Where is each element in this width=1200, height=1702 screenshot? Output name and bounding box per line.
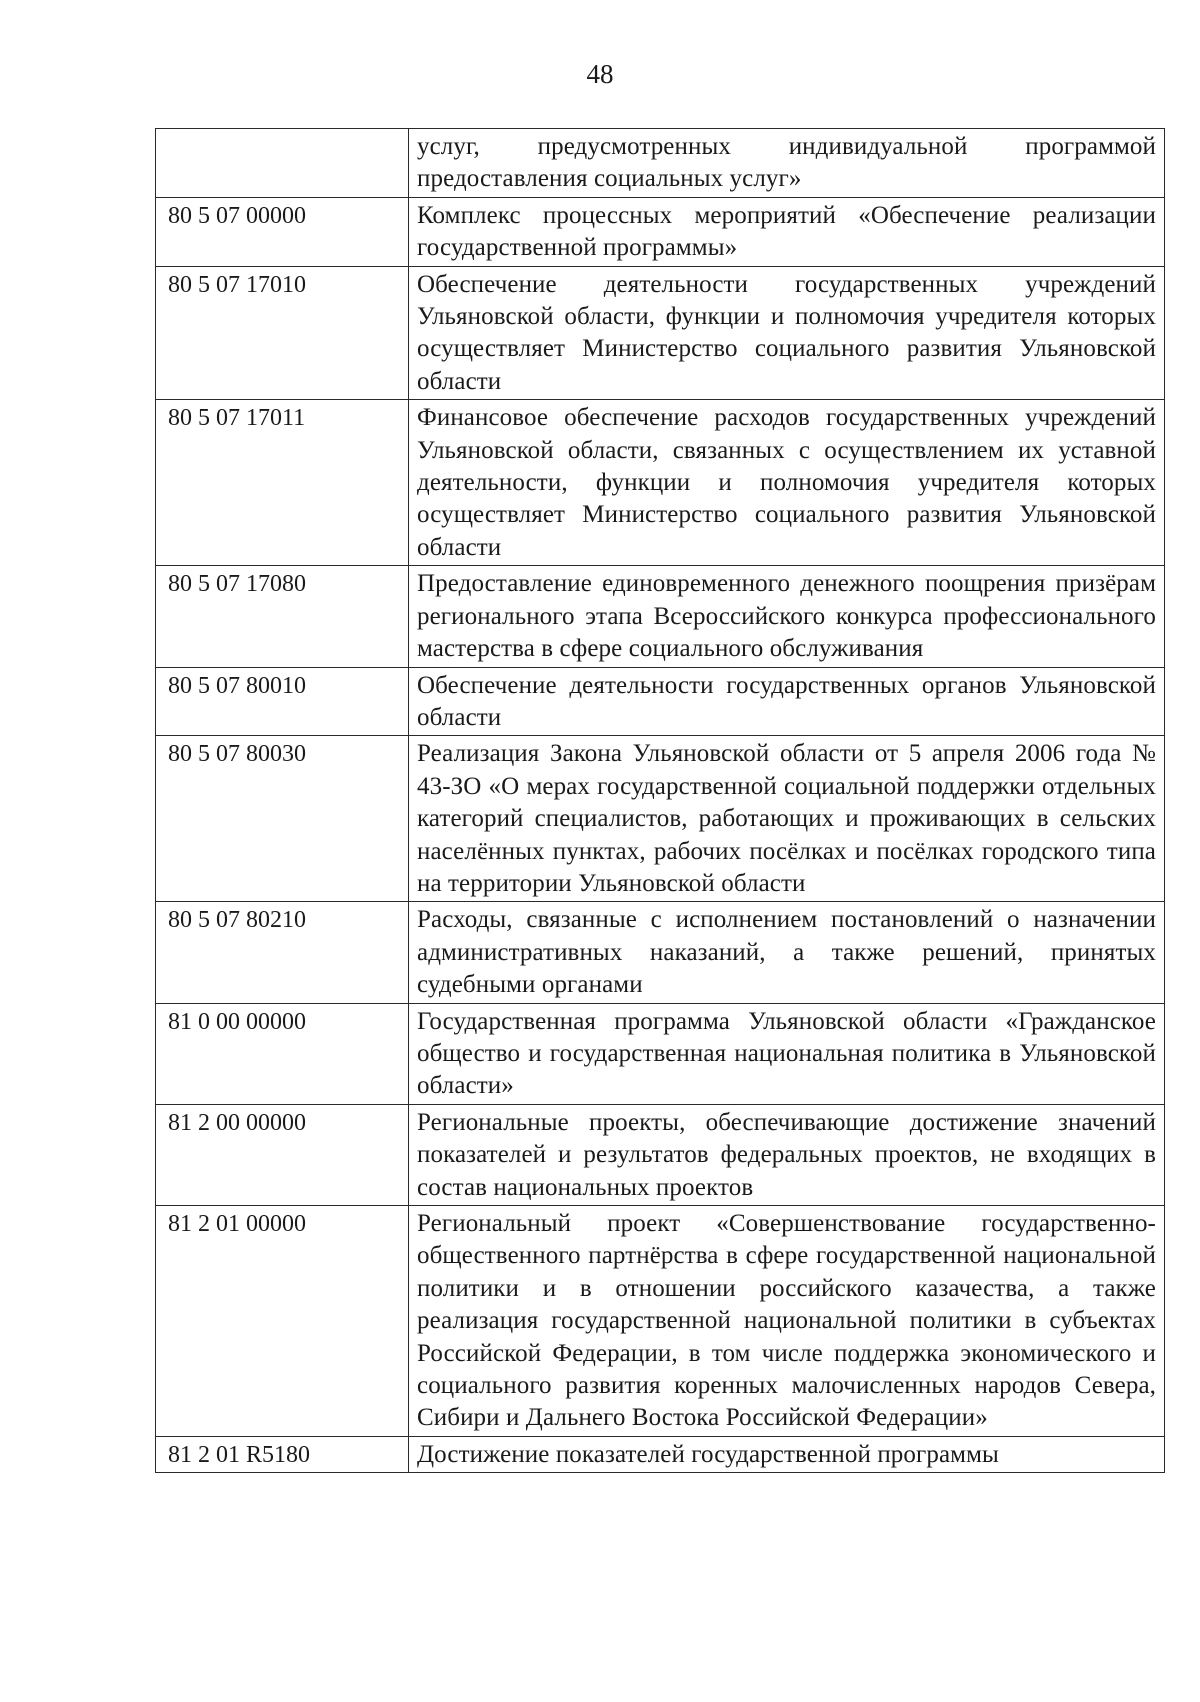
row-code [156, 129, 409, 198]
row-code: 81 2 01 R5180 [156, 1436, 409, 1472]
page-number: 48 [586, 59, 614, 89]
table-row [156, 667, 1165, 736]
row-code: 80 5 07 17080 [156, 566, 409, 667]
row-code: 80 5 07 17011 [156, 400, 409, 566]
row-description: Региональные проекты, обеспечивающие достижение значений показателей и результатов федеральных проектов, не входящих в состав национальных проектов [409, 1104, 1165, 1205]
row-code: 80 5 07 80010 [156, 667, 409, 736]
table-row [156, 1206, 1165, 1437]
row-description: Достижение показателей государственной программы [409, 1436, 1165, 1472]
row-code: 80 5 07 80030 [156, 736, 409, 902]
row-code: 81 2 01 00000 [156, 1206, 409, 1437]
row-description: Финансовое обеспечение расходов государственных учреждений Ульяновской области, связанных с осуществлением их уставной деятельности, функции и полномочия учредителя которых осуществляет Министерство социального развития Ульяновской области [409, 400, 1165, 566]
row-code: 81 0 00 00000 [156, 1003, 409, 1104]
table-row [156, 400, 1165, 566]
row-description: Предоставление единовременного денежного поощрения призёрам регионального этапа Всероссийского конкурса профессионального мастерства в сфере социального обслуживания [409, 566, 1165, 667]
row-code: 80 5 07 80210 [156, 902, 409, 1003]
row-description: Реализация Закона Ульяновской области от 5 апреля 2006 года № 43-ЗО «О мерах государственной социальной поддержки отдельных категорий специалистов, работающих и проживающих в сельских населённых пунктах, рабочих посёлках и посёлках городского типа на территории Ульяновской области [409, 736, 1165, 902]
row-description: Государственная программа Ульяновской области «Гражданское общество и государственная национальная политика в Ульяновской области» [409, 1003, 1165, 1104]
table-row [156, 1104, 1165, 1205]
table-row [156, 197, 1165, 266]
budget-codes-table [155, 128, 1165, 1473]
table-row [156, 129, 1165, 198]
row-description: Комплекс процессных мероприятий «Обеспечение реализации государственной программы» [409, 197, 1165, 266]
row-code: 81 2 00 00000 [156, 1104, 409, 1205]
table-row [156, 1003, 1165, 1104]
row-description: Региональный проект «Совершенствование государственно-общественного партнёрства в сфере государственной национальной политики и в отношении российского казачества, а также реализация государственной национальной политики в субъектах Российской Федерации, в том числе поддержка экономического и социального развития коренных малочисленных народов Севера, Сибири и Дальнего Востока Российской Федерации» [409, 1206, 1165, 1437]
table-row [156, 566, 1165, 667]
table-row [156, 1436, 1165, 1472]
table-row [156, 902, 1165, 1003]
row-description: Расходы, связанные с исполнением постановлений о назначении административных наказаний, а также решений, принятых судебными органами [409, 902, 1165, 1003]
row-description: Обеспечение деятельности государственных органов Ульяновской области [409, 667, 1165, 736]
table-row [156, 736, 1165, 902]
row-code: 80 5 07 17010 [156, 266, 409, 400]
table-row [156, 266, 1165, 400]
row-description: Обеспечение деятельности государственных учреждений Ульяновской области, функции и полномочия учредителя которых осуществляет Министерство социального развития Ульяновской области [409, 266, 1165, 400]
row-code: 80 5 07 00000 [156, 197, 409, 266]
row-description: услуг, предусмотренных индивидуальной программой предоставления социальных услуг» [409, 129, 1165, 198]
